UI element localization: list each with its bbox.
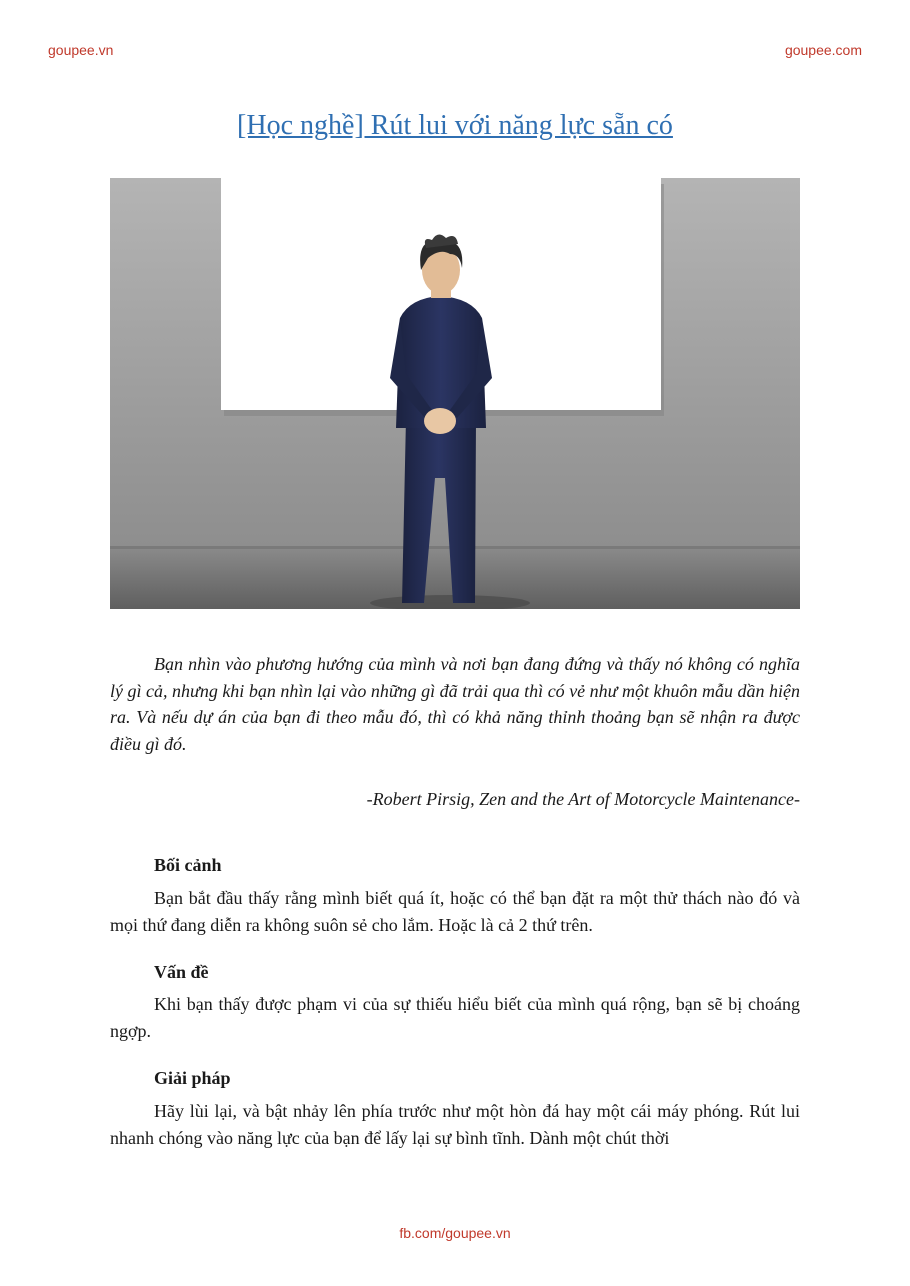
hero-illustration	[110, 178, 800, 609]
header-right-link[interactable]: goupee.com	[784, 42, 862, 58]
section-heading-solution: Giải pháp	[154, 1068, 231, 1088]
header-left-link[interactable]: goupee.vn	[48, 42, 114, 58]
section-text-solution: Hãy lùi lại, và bật nhảy lên phía trước như một hòn đá hay một cái máy phóng. Rút lui nhanh chóng vào năng lực của bạn để lấy lại sự bình tĩnh. Dành một chút thời	[110, 1101, 800, 1148]
epigraph-quote: Bạn nhìn vào phương hướng của mình và nơi bạn đang đứng và thấy nó không có nghĩa lý gì cả, nhưng khi bạn nhìn lại vào những gì đã trải qua thì có vẻ như một khuôn mẫu dần hiện ra. Và nếu dự án của bạn đi theo mẫu đó, thì có khả năng thỉnh thoảng bạn sẽ nhận ra được điều gì đó.	[110, 654, 800, 754]
page-title[interactable]: [Học nghề] Rút lui với năng lực sẵn có	[237, 110, 673, 141]
section-text-problem: Khi bạn thấy được phạm vi của sự thiếu hiểu biết của mình quá rộng, bạn sẽ bị choáng ngợp.	[110, 994, 800, 1041]
quote-attribution: -Robert Pirsig, Zen and the Art of Motorcycle Maintenance-	[366, 789, 800, 809]
section-heading-context: Bối cảnh	[154, 855, 222, 875]
footer-link[interactable]: fb.com/goupee.vn	[399, 1225, 511, 1241]
section-heading-problem: Vấn đề	[154, 962, 209, 982]
section-text-context: Bạn bắt đầu thấy rằng mình biết quá ít, hoặc có thể bạn đặt ra một thử thách nào đó và mọi thứ đang diễn ra không suôn sẻ cho lắm. Hoặc là cả 2 thứ trên.	[110, 888, 800, 935]
